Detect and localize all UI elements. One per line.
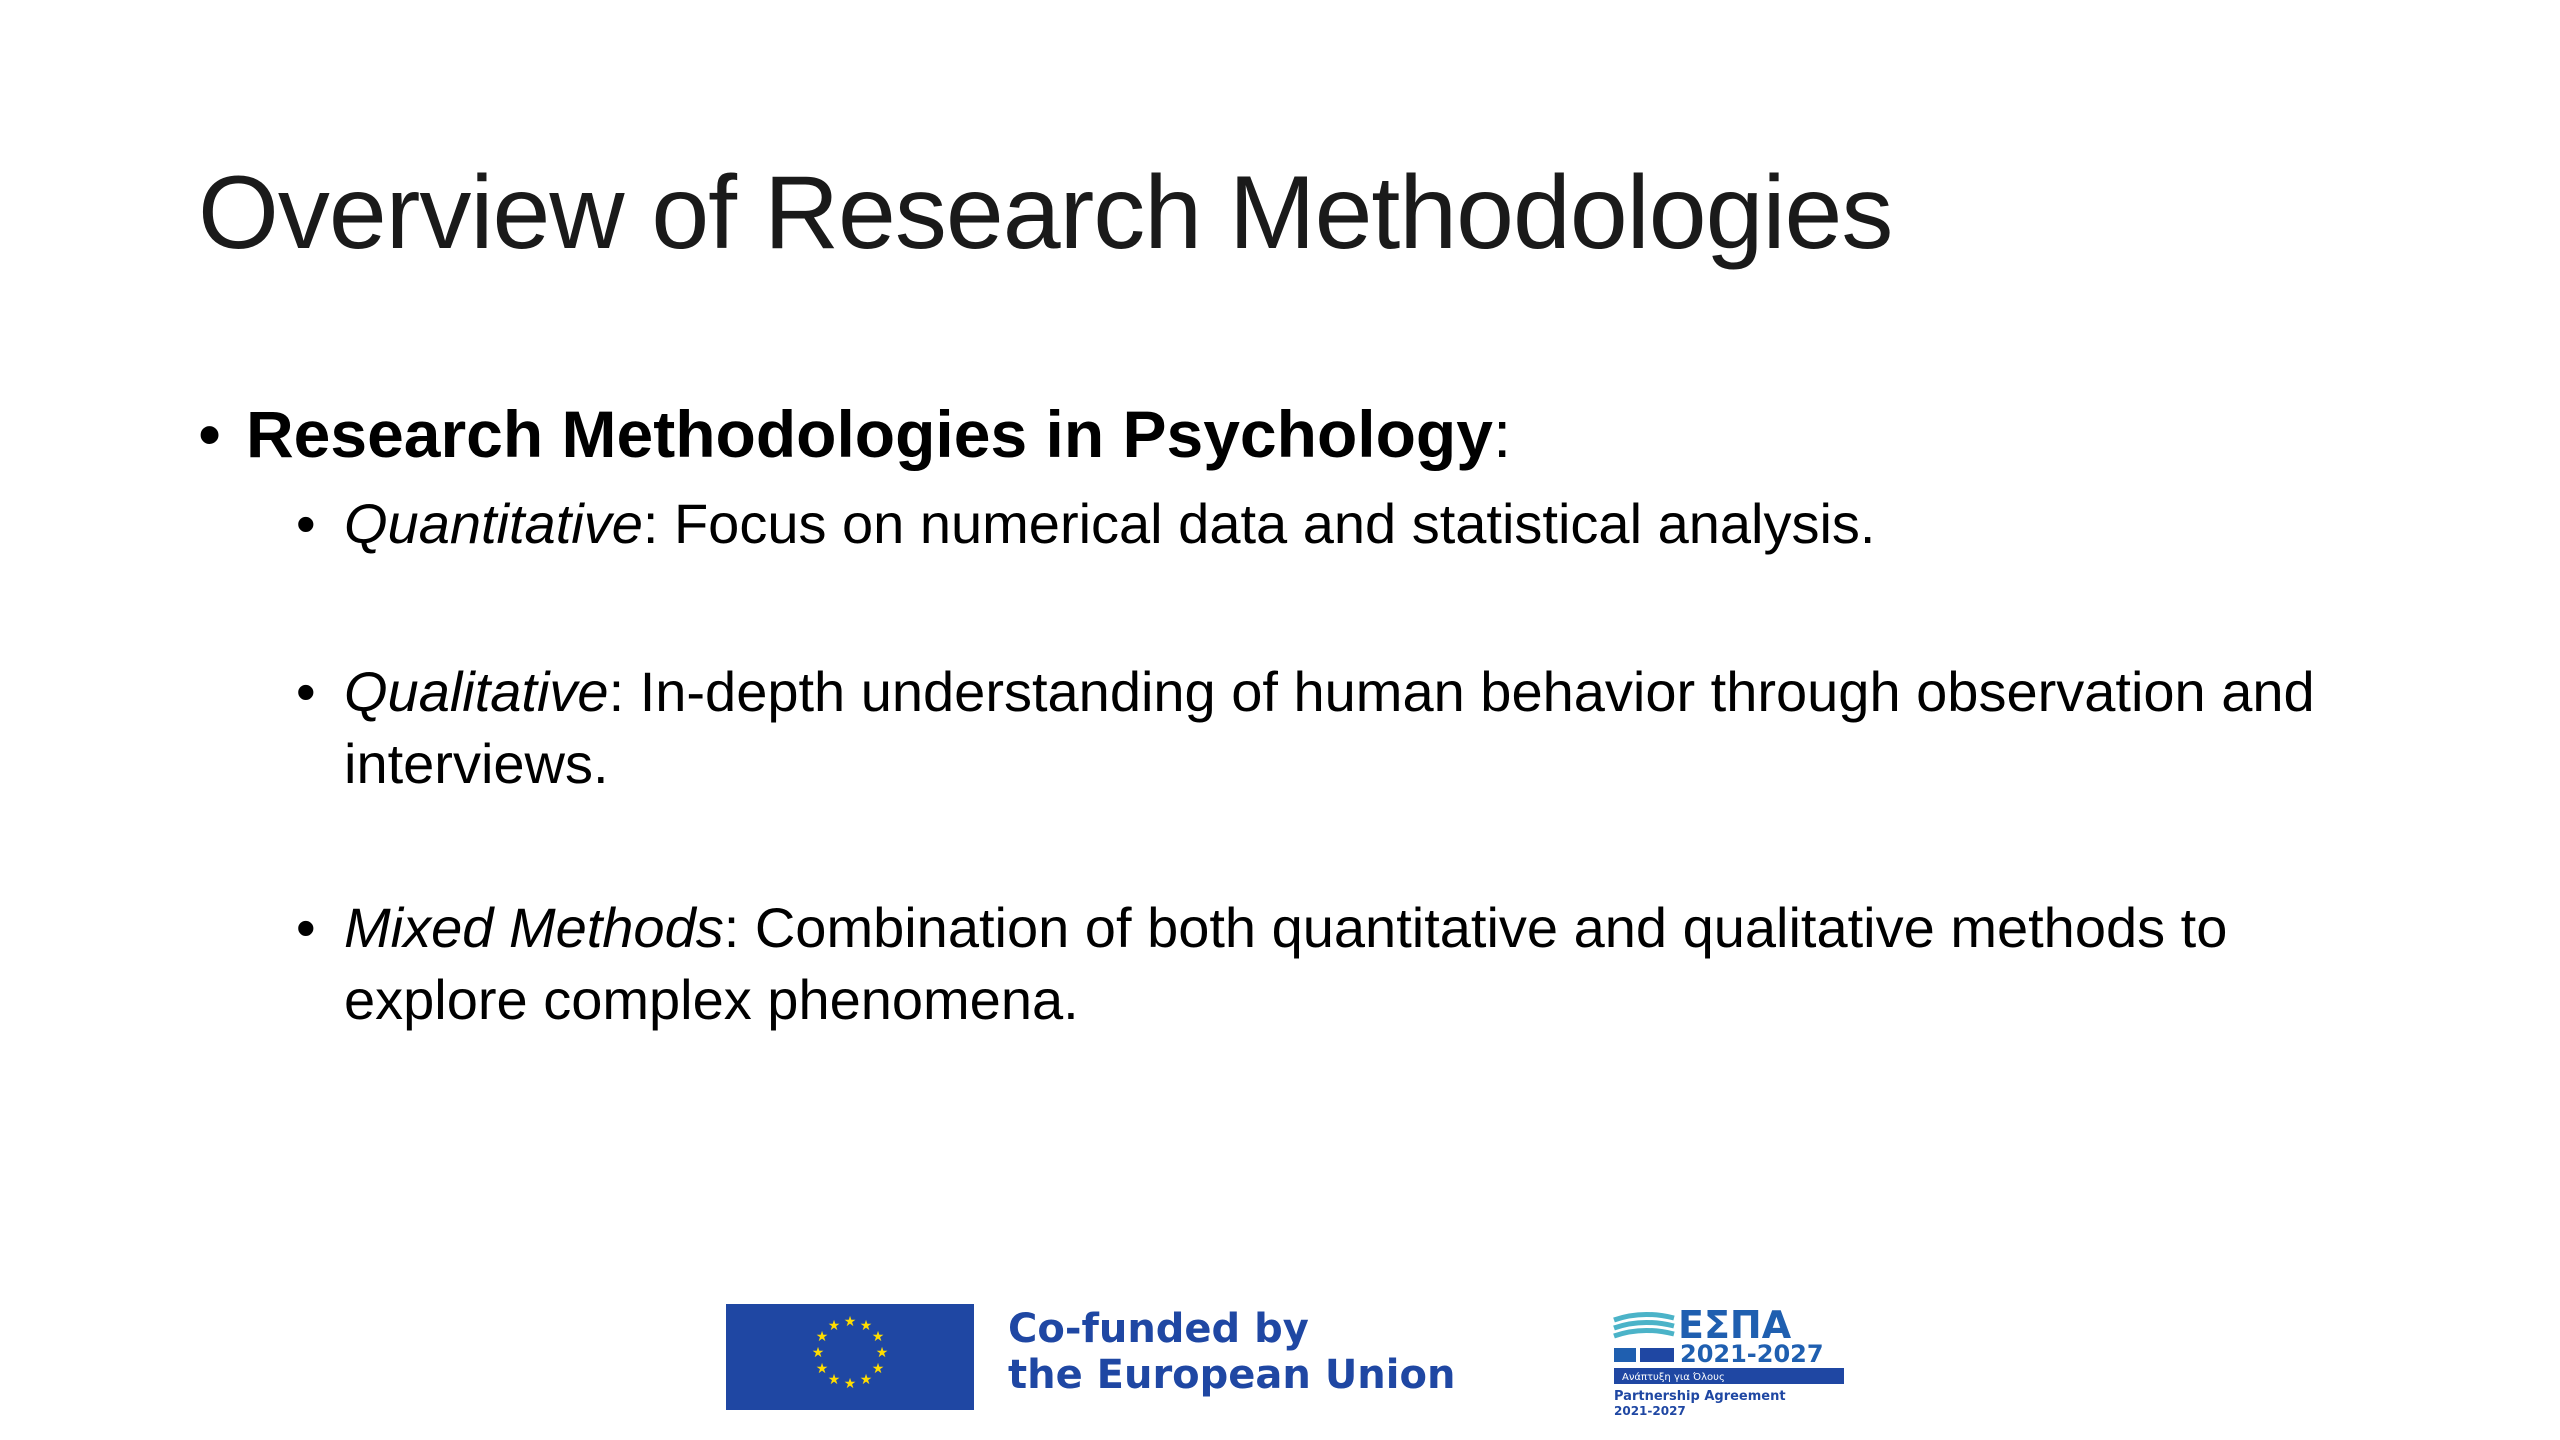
espa-logo-text: ΕΣΠΑ (1678, 1303, 1792, 1347)
svg-text:★: ★ (811, 1345, 825, 1361)
svg-text:★: ★ (859, 1318, 873, 1334)
espa-logo-icon (1612, 1300, 1872, 1424)
svg-text:★: ★ (871, 1361, 885, 1377)
svg-text:★: ★ (815, 1361, 829, 1377)
svg-text:★: ★ (859, 1372, 873, 1388)
eu-line2: the European Union (1008, 1352, 1456, 1398)
espa-years: 2021-2027 (1680, 1340, 1824, 1368)
main-bullet-label: Research Methodologies in Psychology (246, 397, 1493, 471)
sub-bullet-qualitative (296, 656, 2416, 800)
svg-text:★: ★ (827, 1318, 841, 1334)
main-bullet-suffix: : (1492, 397, 1512, 471)
svg-text:★: ★ (871, 1329, 885, 1345)
sub-bullet-mixed-methods (296, 892, 2416, 1036)
sub-bullet-text: : Focus on numerical data and statistical analysis. (642, 492, 1876, 555)
svg-text:★: ★ (815, 1329, 829, 1345)
eu-flag-logo (726, 1304, 974, 1410)
svg-text:★: ★ (843, 1376, 857, 1392)
espa-tagline: Ανάπτυξη για Όλους (1622, 1372, 1725, 1383)
bullet-dot-icon: • (296, 660, 316, 723)
eu-cofunded-text (1008, 1306, 1455, 1398)
sub-bullet-text: : Combination of both quantitative and qualitative methods to explore complex phenomena. (344, 896, 2228, 1031)
bullet-dot-icon: • (198, 397, 222, 471)
sub-bullet-term: Mixed Methods (344, 896, 724, 959)
eu-stars-icon (726, 1304, 974, 1410)
main-bullet (198, 392, 1511, 476)
bullet-dot-icon: • (296, 492, 316, 555)
eu-line1: Co-funded by (1008, 1306, 1309, 1352)
sub-bullet-term: Quantitative (344, 492, 643, 555)
sub-bullet-text: : In-depth understanding of human behavior through observation and interviews. (344, 660, 2315, 795)
slide-title: Overview of Research Methodologies (198, 155, 1893, 271)
svg-text:★: ★ (875, 1345, 889, 1361)
sub-bullet-term: Qualitative (344, 660, 609, 723)
espa-partnership-years: 2021-2027 (1614, 1404, 1686, 1418)
sub-bullet-quantitative (296, 488, 2416, 560)
espa-logo (1612, 1300, 1872, 1424)
bullet-dot-icon: • (296, 896, 316, 959)
svg-text:★: ★ (827, 1372, 841, 1388)
svg-text:★: ★ (843, 1314, 857, 1330)
espa-partnership: Partnership Agreement (1614, 1389, 1786, 1404)
